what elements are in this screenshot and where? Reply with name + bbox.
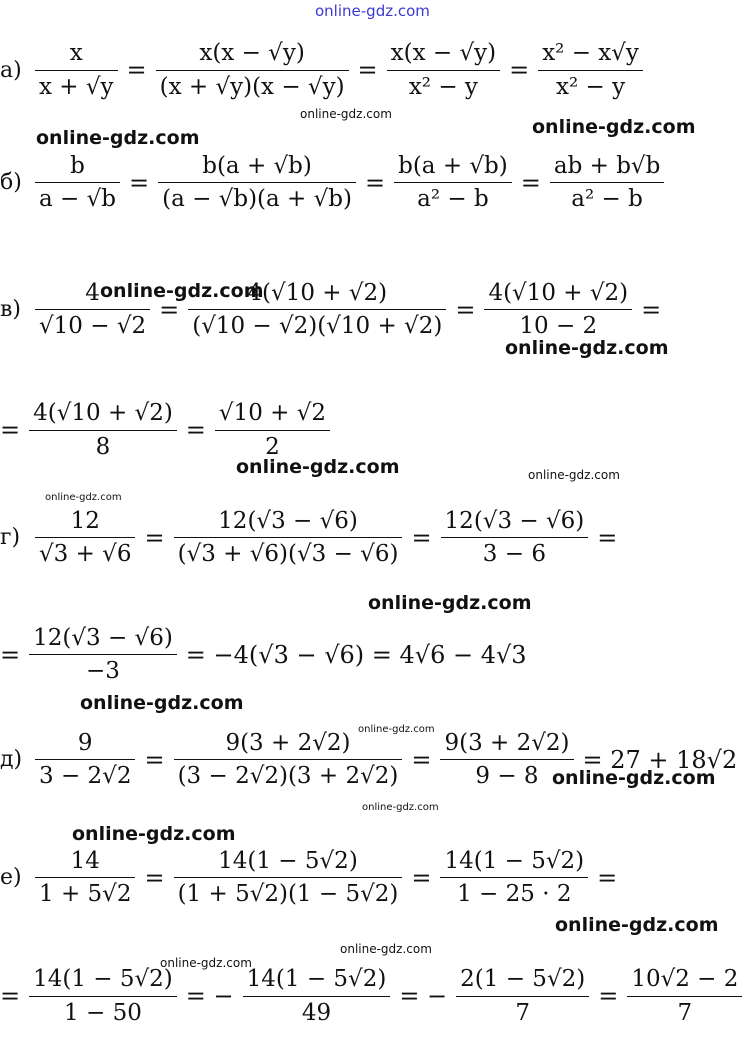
fraction-bar: [35, 309, 150, 310]
equals-sign: =: [0, 416, 21, 444]
denominator: (a − √b)(a + √b): [162, 186, 352, 212]
fraction: [441, 508, 589, 568]
numerator: b(a + √b): [398, 152, 508, 179]
fraction: [627, 966, 742, 1026]
equals-sign: =: [185, 416, 206, 444]
fraction-bar: [174, 537, 403, 538]
watermark: online-gdz.com: [528, 468, 620, 482]
denominator: 3 − 2√2: [39, 763, 132, 789]
denominator: (1 + 5√2)(1 − 5√2): [177, 881, 399, 907]
fraction-bar: [174, 759, 403, 760]
denominator: −3: [86, 658, 120, 684]
equals-sign: =: [144, 745, 165, 774]
fraction: [440, 848, 588, 908]
fraction-bar: [394, 182, 512, 183]
numerator: 4: [85, 279, 100, 306]
row-label: б): [0, 170, 22, 195]
watermark: online-gdz.com: [362, 802, 439, 813]
numerator: 4(√10 + √2): [33, 400, 173, 427]
fraction: [29, 400, 177, 460]
row-g: [0, 490, 753, 585]
denominator: 1 + 5√2: [39, 881, 132, 907]
numerator: ab + b√b: [553, 152, 661, 179]
numerator: 10√2 − 2: [631, 966, 739, 993]
denominator: 1 − 50: [64, 999, 142, 1026]
fraction: [35, 40, 118, 100]
numerator: 4(√10 + √2): [247, 279, 388, 306]
denominator: 7: [515, 999, 530, 1026]
watermark: online-gdz.com: [358, 724, 435, 735]
numerator: x: [69, 40, 83, 67]
denominator: 1 − 25 · 2: [457, 881, 572, 907]
fraction-bar: [29, 654, 177, 655]
watermark: online-gdz.com: [300, 107, 392, 121]
equals-sign: =: [597, 863, 618, 892]
equals-sign: =: [144, 863, 165, 892]
equals-minus-sign: = −: [185, 982, 234, 1010]
result-expression: = −4(√3 − √6) = 4√6 − 4√3: [185, 640, 527, 669]
equals-sign: =: [411, 523, 432, 552]
numerator: 9: [77, 729, 93, 756]
fraction-bar: [627, 996, 742, 997]
denominator: 9 − 8: [475, 763, 539, 789]
fraction: [35, 508, 135, 568]
fraction: [538, 40, 643, 100]
fraction-bar: [550, 182, 664, 183]
numerator: 9(3 + 2√2): [225, 729, 351, 756]
denominator: x² − y: [408, 73, 478, 100]
numerator: 14(1 − 5√2): [444, 847, 585, 874]
numerator: 14(1 − 5√2): [246, 966, 387, 993]
watermark-top: online-gdz.com: [315, 2, 430, 20]
fraction: [550, 153, 664, 213]
watermark: online-gdz.com: [505, 337, 669, 359]
equals-sign: =: [597, 523, 618, 552]
denominator: 10 − 2: [519, 313, 598, 339]
equals-sign: =: [411, 745, 432, 774]
fraction: [387, 40, 500, 100]
equals-sign: =: [0, 640, 21, 669]
numerator: 12(√3 − √6): [444, 507, 585, 534]
fraction: [174, 508, 403, 568]
result-expression: = 27 + 18√2: [582, 745, 738, 774]
equals-sign: =: [455, 295, 476, 324]
fraction: [35, 153, 120, 213]
watermark: online-gdz.com: [80, 692, 244, 714]
row-label: е): [0, 865, 22, 890]
fraction: [29, 966, 177, 1026]
denominator: a − √b: [39, 186, 116, 212]
numerator: x(x − √y): [390, 40, 497, 67]
equals-sign: =: [159, 295, 180, 324]
fraction-bar: [538, 70, 643, 71]
fraction-bar: [35, 70, 118, 71]
numerator: 12(√3 − √6): [218, 507, 358, 534]
numerator: b(a + √b): [202, 152, 312, 179]
row-a: [0, 30, 753, 110]
equals-sign: =: [411, 863, 432, 892]
watermark: online-gdz.com: [552, 767, 716, 789]
numerator: 12: [70, 507, 100, 534]
fraction: [174, 730, 403, 790]
row-label: д): [0, 747, 23, 772]
fraction-bar: [29, 430, 177, 431]
fraction-bar: [156, 70, 349, 71]
watermark: online-gdz.com: [72, 823, 236, 845]
fraction: [35, 848, 135, 908]
row-g-cont: [0, 612, 753, 697]
denominator: 7: [677, 999, 693, 1026]
fraction: [243, 966, 391, 1026]
fraction: [174, 848, 403, 908]
denominator: x² − y: [556, 73, 626, 100]
denominator: √10 − √2: [39, 313, 147, 339]
watermark: online-gdz.com: [45, 492, 122, 503]
row-label: а): [0, 57, 22, 83]
watermark: online-gdz.com: [236, 456, 400, 478]
equals-sign: =: [641, 295, 662, 324]
row-e-cont: [0, 952, 753, 1040]
fraction: [484, 280, 632, 340]
numerator: 2(1 − 5√2): [460, 966, 586, 993]
watermark: online-gdz.com: [555, 914, 719, 936]
numerator: x(x − √y): [199, 40, 305, 67]
equals-sign: =: [598, 982, 619, 1010]
denominator: √3 + √6: [39, 541, 132, 567]
numerator: 14: [70, 847, 100, 874]
fraction-bar: [243, 996, 391, 997]
fraction-bar: [35, 877, 135, 878]
denominator: (√10 − √2)(√10 + √2): [192, 313, 443, 339]
fraction-bar: [188, 309, 446, 310]
denominator: x + √y: [39, 73, 114, 100]
fraction-bar: [158, 182, 356, 183]
fraction-bar: [440, 759, 573, 760]
watermark: online-gdz.com: [340, 942, 432, 956]
fraction-bar: [484, 309, 632, 310]
fraction: [35, 730, 135, 790]
fraction: [158, 153, 356, 213]
denominator: (√3 + √6)(√3 − √6): [177, 541, 399, 567]
row-b: [0, 140, 753, 225]
numerator: x² − x√y: [542, 40, 639, 67]
fraction-bar: [456, 996, 589, 997]
equals-sign: =: [509, 56, 530, 84]
denominator: a² − b: [417, 186, 489, 212]
watermark: online-gdz.com: [100, 280, 264, 302]
row-label: в): [0, 297, 21, 322]
numerator: 9(3 + 2√2): [444, 729, 570, 756]
fraction-bar: [29, 996, 177, 997]
fraction: [456, 966, 589, 1026]
numerator: 14(1 − 5√2): [218, 847, 358, 874]
equals-sign: =: [126, 56, 147, 84]
numerator: 4(√10 + √2): [488, 279, 629, 306]
equals-minus-sign: = −: [399, 982, 448, 1010]
denominator: a² − b: [571, 186, 643, 212]
equals-sign: =: [144, 523, 165, 552]
numerator: b: [70, 152, 85, 179]
denominator: 8: [95, 433, 111, 460]
fraction-bar: [441, 537, 589, 538]
fraction-bar: [387, 70, 500, 71]
fraction-bar: [440, 877, 588, 878]
denominator: 49: [301, 999, 332, 1026]
fraction: [29, 625, 177, 685]
numerator: 12(√3 − √6): [33, 624, 173, 651]
equals-sign: =: [129, 168, 150, 197]
fraction-bar: [35, 537, 135, 538]
fraction-bar: [215, 430, 330, 431]
fraction: [215, 400, 330, 460]
equals-sign: =: [520, 168, 541, 197]
fraction: [156, 40, 349, 100]
row-label: г): [0, 525, 21, 550]
numerator: √10 + √2: [218, 400, 327, 427]
equals-sign: =: [0, 982, 21, 1010]
denominator: (x + √y)(x − √y): [159, 73, 345, 100]
watermark: online-gdz.com: [36, 127, 200, 149]
numerator: 14(1 − 5√2): [33, 966, 173, 993]
fraction-bar: [35, 182, 120, 183]
equals-sign: =: [364, 168, 386, 197]
denominator: 2: [265, 433, 280, 460]
fraction: [394, 153, 512, 213]
denominator: (3 − 2√2)(3 + 2√2): [177, 763, 399, 789]
watermark: online-gdz.com: [160, 956, 252, 970]
watermark: online-gdz.com: [532, 116, 696, 138]
fraction-bar: [174, 877, 403, 878]
denominator: 3 − 6: [482, 541, 546, 567]
watermark: online-gdz.com: [368, 592, 532, 614]
fraction-bar: [35, 759, 135, 760]
equals-sign: =: [357, 56, 378, 84]
